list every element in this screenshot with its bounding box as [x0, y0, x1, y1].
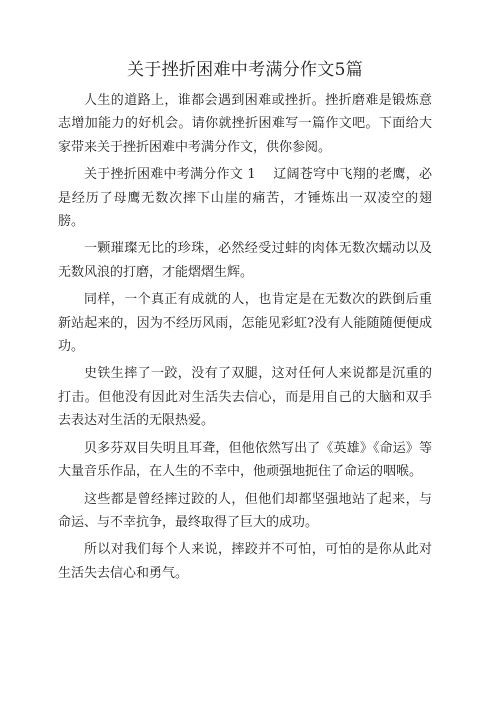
paragraph-essay-1-heading: 关于挫折困难中考满分作文 1 辽阔苍穹中飞翔的老鹰，必是经历了母鹰无数次摔下山崖的痛苦，才锤炼出一双凌空的翅膀。 [58, 167, 432, 230]
paragraph-pearl: 一颗璀璨无比的珍珠，必然经受过蚌的肉体无数次蠕动以及无数风浪的打磨，才能熠熠生辉。 [58, 241, 432, 280]
paragraph-intro: 人生的道路上，谁都会遇到困难或挫折。挫折磨难是锻炼意志增加能力的好机会。请你就挫折困难写一篇作文吧。下面给大家带来关于挫折困难中考满分作文，供你参阅。 [58, 93, 432, 155]
paragraph-success: 同样，一个真正有成就的人，也肯定是在无数次的跌倒后重新站起来的，因为不经历风雨，怎能见彩虹?没有人能随随便便成功。 [58, 292, 432, 355]
paragraph-beethoven: 贝多芬双目失明且耳聋，但他依然写出了《英雄》《命运》等大量音乐作品，在人生的不幸中，他顽强地扼住了命运的咽喉。 [58, 440, 432, 480]
document-title: 关于挫折困难中考满分作文5篇 [126, 60, 363, 80]
paragraph-shi-tiesheng: 史铁生摔了一跤，没有了双腿，这对任何人来说都是沉重的打击。但他没有因此对生活失去信心，而是用自己的大脑和双手去表达对生活的无限热爱。 [58, 366, 432, 429]
paragraph-stood-up: 这些都是曾经摔过跤的人，但他们却都坚强地站了起来，与命运、与不幸抗争，最终取得了巨大的成功。 [58, 491, 432, 530]
paragraph-conclusion: 所以对我们每个人来说，摔跤并不可怕，可怕的是你从此对生活失去信心和勇气。 [58, 542, 432, 581]
